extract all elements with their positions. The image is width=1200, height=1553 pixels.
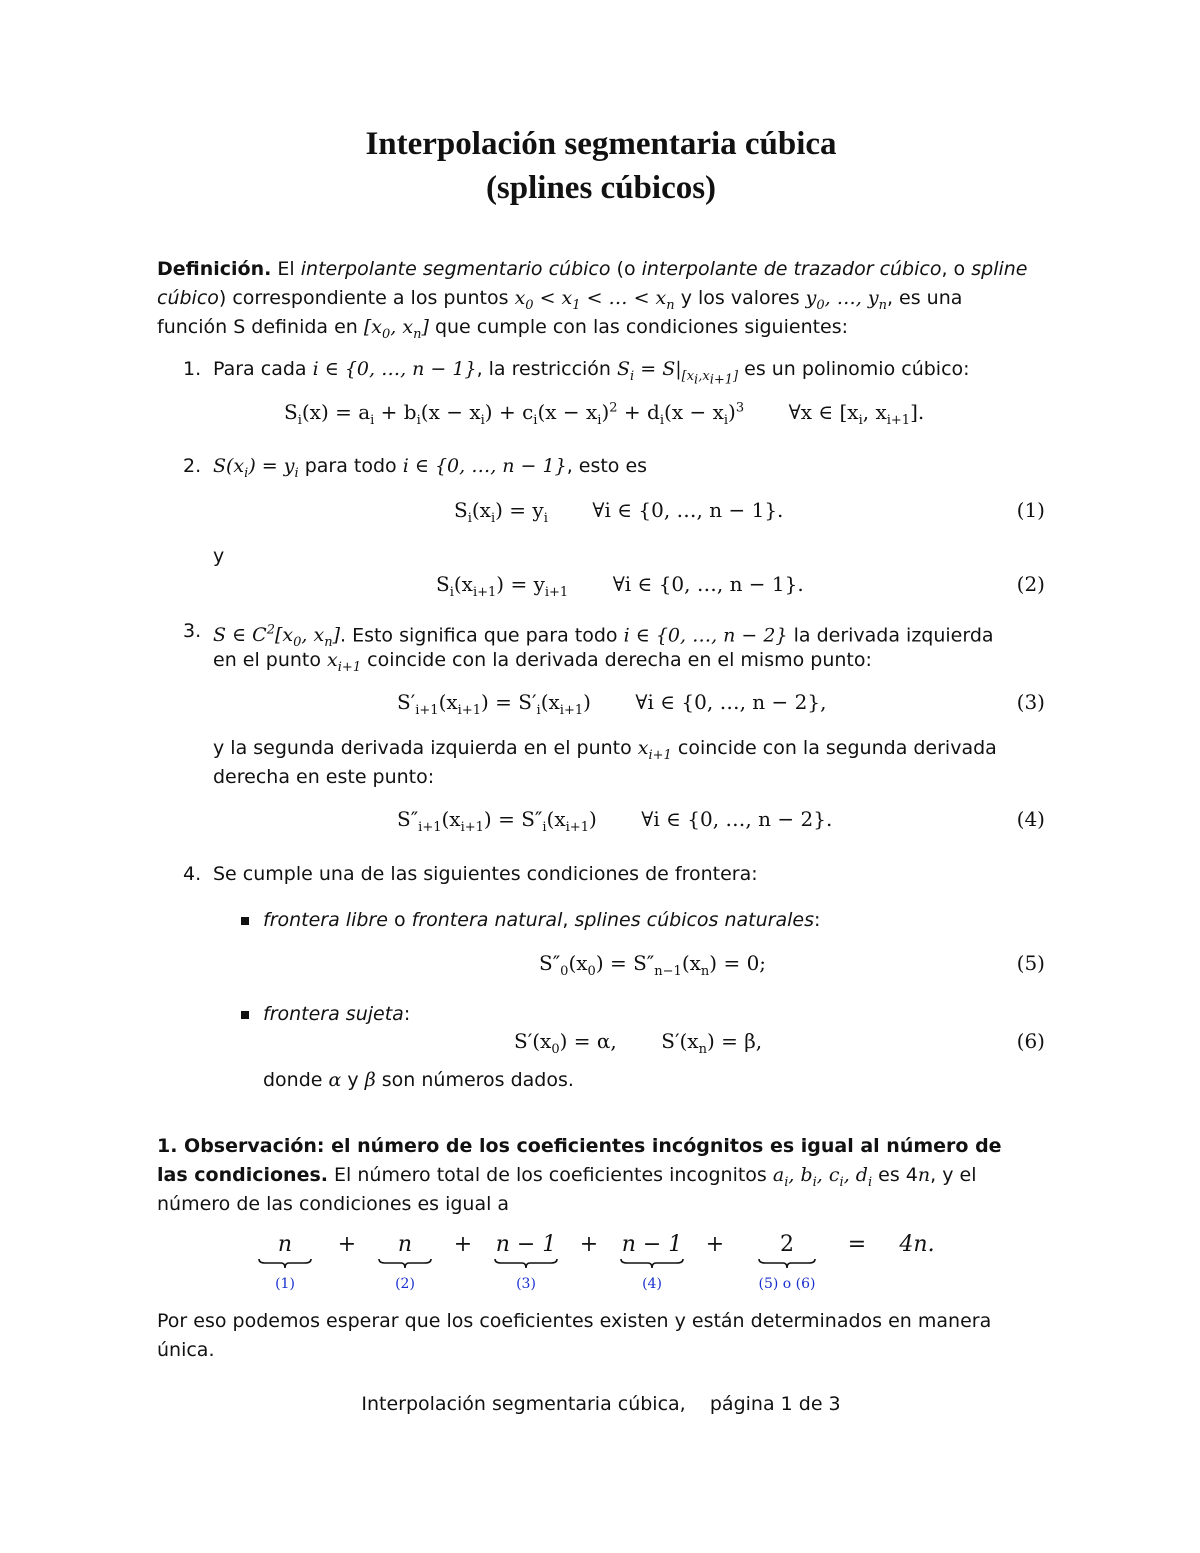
underbrace-icon (749, 1257, 825, 1269)
text: y la segunda derivada izquierda en el punto (213, 737, 632, 759)
text: donde (263, 1069, 323, 1091)
definition-label: Definición. (157, 258, 272, 280)
connector-y: y (213, 545, 225, 567)
plus: + (337, 1232, 357, 1257)
plus: + (579, 1232, 599, 1257)
text: coincide con la segunda derivada (677, 737, 997, 759)
item-1-text (213, 355, 970, 394)
item-number: 4. (183, 863, 202, 885)
math: $S(x_i) = y_i$ (213, 455, 299, 481)
page-footer: Interpolación segmentaria cúbica, página 1 de 3 (361, 1393, 841, 1415)
equation-reference: (1) (275, 1276, 295, 1292)
definition-line-3 (157, 313, 848, 349)
condition-count-equation (157, 1232, 1045, 1292)
term: n (277, 1232, 293, 1257)
text: ) correspondiente a los puntos (218, 287, 509, 309)
text: Para cada (213, 358, 307, 380)
heading: las condiciones. (157, 1164, 328, 1186)
math: n (917, 1164, 931, 1186)
underbrace-icon (619, 1257, 685, 1269)
equation-reference: (3) (516, 1276, 536, 1292)
term: frontera sujeta (263, 1003, 404, 1025)
equation-number: (3) (1016, 690, 1045, 714)
text: función S definida en (157, 316, 358, 338)
math: i ∈ {0, …, n − 1} (312, 358, 477, 380)
text: El número total de los coeficientes incognitos (334, 1164, 767, 1186)
item-2-text (213, 452, 647, 488)
equation-3: $S'_{i+1}(x_{i+1}) = S'_i(x_{i+1})$ ∀i ∈ {0, …, n − 2}, (397, 690, 827, 718)
conclusion-line-2: única. (157, 1339, 215, 1361)
term: splines cúbicos naturales (574, 909, 814, 931)
equation-reference: (2) (395, 1276, 415, 1292)
equation-2: $S_i(x_{i+1}) = y_{i+1}$ ∀i ∈ {0, …, n − 1}. (436, 572, 804, 600)
math: α (328, 1069, 342, 1091)
term: 2 (780, 1232, 794, 1257)
bullet-icon (241, 1011, 249, 1019)
text: o (393, 909, 406, 931)
text: . Esto significa que para todo (340, 624, 618, 647)
term: cúbico (157, 287, 219, 309)
underbrace-icon (493, 1257, 559, 1269)
boundary-natural (263, 906, 820, 934)
term: frontera natural (411, 909, 563, 931)
text: : (813, 909, 821, 931)
math: S ∈ $C^2[x_0$, $x_n$] (213, 623, 340, 651)
text: , es una (886, 287, 963, 309)
boundary-clamped-note (263, 1066, 574, 1094)
result: 4n. (899, 1232, 935, 1257)
equation-cubic-polynomial: $S_i(x) = a_i + b_i(x - x_i) + c_i(x - x_i)^2 + d_i(x - x_i)^3$ ∀x ∈ [$x_i$, $x_{i+1}$]. (284, 400, 925, 428)
bullet-icon (241, 917, 249, 925)
text: (o (616, 258, 636, 280)
text: coincide con la derivada derecha en el mismo punto: (367, 649, 872, 671)
brace-term (377, 1232, 433, 1294)
math: i ∈ {0, …, n − 2} (623, 624, 788, 647)
text: , esto es (566, 455, 648, 477)
text: es 4 (878, 1164, 918, 1186)
text: , (562, 909, 569, 931)
document-title: Interpolación segmentaria cúbica (365, 126, 837, 162)
math: $S_i = S|_{[x_i,x_{i+1}]}$ (617, 358, 739, 388)
math: $x_0 < x_1$ < … < $x_n$ (514, 287, 675, 313)
equation-number: (5) (1016, 951, 1045, 975)
text: , o (941, 258, 966, 280)
equation-reference: (5) o (6) (758, 1276, 816, 1292)
equation-4: $S''_{i+1}(x_{i+1}) = S''_i(x_{i+1})$ ∀i ∈ {0, …, n − 2}. (397, 807, 833, 835)
boundary-clamped (263, 1000, 410, 1028)
plus: + (453, 1232, 473, 1257)
equation-number: (6) (1016, 1029, 1045, 1053)
equation-number: (4) (1016, 807, 1045, 831)
brace-term (749, 1232, 825, 1294)
item-4-text: Se cumple una de las siguientes condiciones de frontera: (213, 863, 758, 885)
math: β (364, 1069, 376, 1091)
equation-6: $S'(x_0) = \alpha$, $S'(x_n) = \beta$, (514, 1029, 763, 1057)
item-number: 3. (183, 620, 202, 642)
math: [$x_0$, $x_n$] (363, 316, 429, 342)
brace-term (619, 1232, 685, 1294)
document-subtitle: (splines cúbicos) (485, 170, 717, 206)
equals: = (847, 1232, 867, 1257)
term: interpolante de trazador cúbico (641, 258, 942, 280)
equation-5: $S''_0(x_0) = S''_{n-1}(x_n) = 0$; (539, 951, 767, 979)
item-number: 1. (183, 358, 202, 380)
text: son números dados. (381, 1069, 574, 1091)
text: en el punto (213, 649, 321, 671)
math: $y_0$, …, $y_n$ (805, 287, 887, 313)
text: la derivada izquierda (793, 624, 994, 647)
text: El (277, 258, 295, 280)
text: para todo (304, 455, 397, 477)
math: $x_{i+1}$ (327, 649, 362, 675)
plus: + (705, 1232, 725, 1257)
math: $a_i$, $b_i$, $c_i$, $d_i$ (772, 1164, 873, 1190)
item-3-text-2 (213, 646, 872, 682)
term: n − 1 (495, 1232, 557, 1257)
term: n (397, 1232, 413, 1257)
term: n − 1 (621, 1232, 683, 1257)
math: i ∈ {0, …, n − 1} (402, 455, 567, 477)
equation-number: (2) (1016, 572, 1045, 596)
term: frontera libre (263, 909, 388, 931)
text: que cumple con las condiciones siguientes: (434, 316, 849, 338)
observation-line-3: número de las condiciones es igual a (157, 1193, 510, 1215)
item-3-text-4: derecha en este punto: (213, 766, 435, 788)
underbrace-icon (257, 1257, 313, 1269)
term: spline (971, 258, 1028, 280)
item-number: 2. (183, 455, 202, 477)
text: , y el (930, 1164, 977, 1186)
brace-term (257, 1232, 313, 1294)
conclusion-line-1: Por eso podemos esperar que los coeficientes existen y están determinados en manera (157, 1310, 992, 1332)
definition-line-1 (157, 255, 1045, 283)
text: y los valores (680, 287, 800, 309)
text: es un polinomio cúbico: (744, 358, 970, 380)
math: $x_{i+1}$ (637, 737, 672, 763)
equation-reference: (4) (642, 1276, 662, 1292)
text: : (403, 1003, 411, 1025)
term: interpolante segmentario cúbico (300, 258, 611, 280)
equation-number: (1) (1016, 498, 1045, 522)
equation-1: $S_i(x_i) = y_i$ ∀i ∈ {0, …, n − 1}. (454, 498, 784, 526)
observation-heading: 1. Observación: el número de los coeficientes incógnitos es igual al número de (157, 1135, 1002, 1157)
text: y (347, 1069, 359, 1091)
underbrace-icon (377, 1257, 433, 1269)
text: , la restricción (476, 358, 611, 380)
brace-term (493, 1232, 559, 1294)
